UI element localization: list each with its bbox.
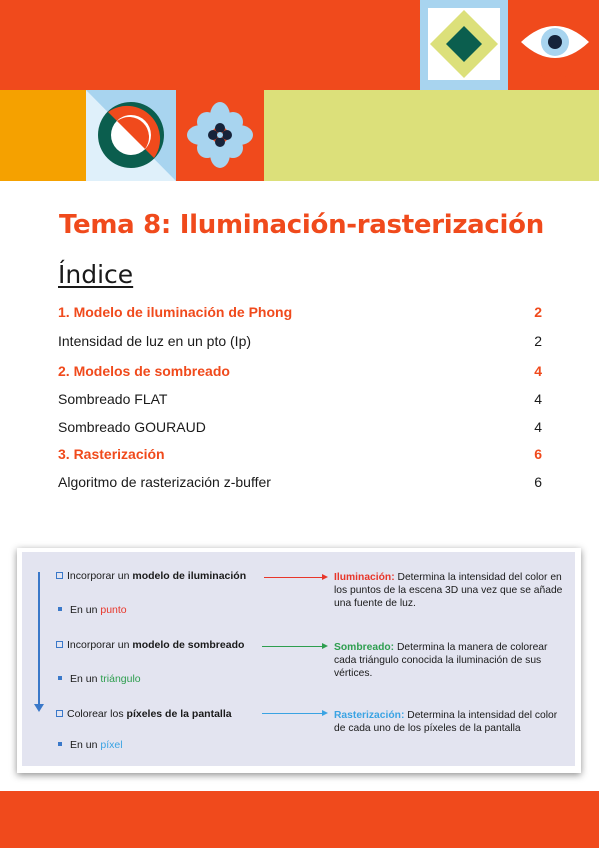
header-orange-band [0,0,420,90]
toc-entry-page: 4 [534,419,542,435]
slide-description-title: Rasterización: [334,710,405,721]
slide-subitem-keyword: píxel [100,739,123,751]
slide-subitem [58,739,123,751]
page-title: Tema 8: Iluminación-rasterización [59,210,544,240]
bullet-icon [58,607,62,611]
slide-description-text: Determina la intensidad del color de cada uno de los píxeles de la pantalla [334,710,558,734]
slide-subitem-keyword: triángulo [100,673,141,685]
diamond-tile-icon [420,0,508,90]
slide-description [334,571,569,610]
index-heading: Índice [58,260,134,289]
slide-item [56,570,246,582]
slide-description-title: Iluminación: [334,572,395,583]
toc-entry-page: 4 [534,363,542,379]
arrow-line [262,713,324,714]
toc-entry-label: Sombreado FLAT [58,391,168,407]
toc-entry-section[interactable] [58,304,542,320]
flow-arrow-head-icon [34,704,44,712]
toc-entry-label: Intensidad de luz en un pto (Ip) [58,333,252,349]
toc-entry[interactable] [58,474,542,490]
slide-item-bold: píxeles de la pantalla [126,708,232,720]
slide-description-title: Sombreado: [334,642,395,653]
slide-subitem [58,673,141,685]
toc-entry-label: 1. Modelo de iluminación de Phong [58,304,293,320]
arrow-right-icon [322,710,328,716]
slide-subitem-text: En un [70,604,101,616]
toc-entry-section[interactable] [58,446,542,462]
toc-entry-label: Sombreado GOURAUD [58,419,206,435]
slide-item [56,708,232,720]
arrow-right-icon [322,643,328,649]
header-green-band [264,90,599,181]
eye-icon [508,0,599,90]
slide-item-text: Incorporar un [67,570,133,582]
toc-entry-page: 6 [534,474,542,490]
checkbox-bullet-icon [56,710,63,717]
slide-image [22,552,575,766]
slide-subitem-text: En un [70,673,101,685]
half-circle-tile-icon [86,90,176,181]
slide-subitem-keyword: punto [100,604,127,616]
toc-entry[interactable] [58,391,542,407]
slide-description-text: Determina la intensidad del color en los puntos de la escena 3D una vez que se añade una fuente de luz. [334,572,563,609]
arrow-right-icon [322,574,328,580]
toc-entry-page: 2 [534,304,542,320]
slide-subitem [58,604,127,616]
toc-entry-page: 2 [534,333,542,349]
slide-subitem-text: En un [70,739,101,751]
checkbox-bullet-icon [56,572,63,579]
toc-entry[interactable] [58,419,542,435]
slide-item-bold: modelo de iluminación [132,570,247,582]
flow-arrow-line [38,572,40,706]
toc-entry-page: 4 [534,391,542,407]
toc-entry-label: Algoritmo de rasterización z-buffer [58,474,271,490]
arrow-line [264,577,324,578]
flower-icon [176,90,264,181]
slide-item [56,639,244,651]
slide-item-text: Colorear los [67,708,127,720]
toc-entry-section[interactable] [58,363,542,379]
checkbox-bullet-icon [56,641,63,648]
slide-description-text: Determina la manera de colorear cada triángulo conocida la iluminación de sus vértices. [334,642,548,679]
toc-entry-page: 6 [534,446,542,462]
toc-entry[interactable] [58,333,542,349]
header-orange-tile [0,90,86,181]
arrow-line [262,646,324,647]
footer-band [0,791,599,848]
slide-item-text: Incorporar un [67,639,133,651]
bullet-icon [58,742,62,746]
header-decoration [0,0,599,181]
slide-description [334,641,569,680]
toc-entry-label: 3. Rasterización [58,446,165,462]
slide-description [334,709,569,735]
toc-entry-label: 2. Modelos de sombreado [58,363,230,379]
slide-item-bold: modelo de sombreado [132,639,245,651]
bullet-icon [58,676,62,680]
